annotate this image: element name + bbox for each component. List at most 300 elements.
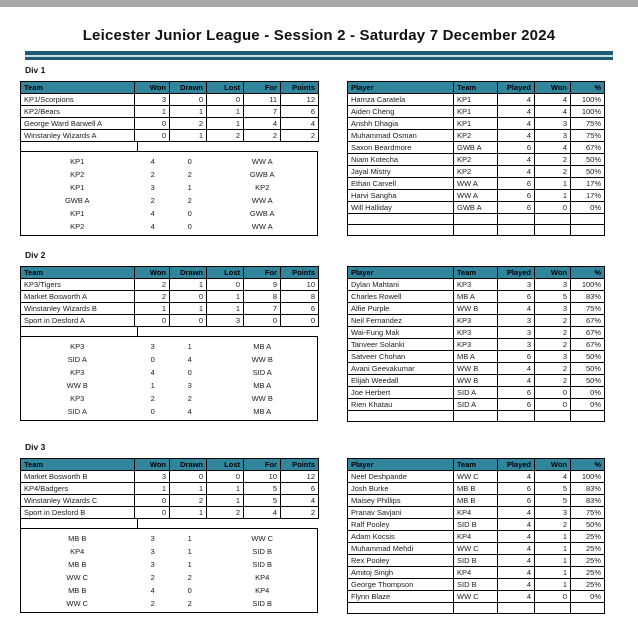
away-team-cell: GWB A bbox=[249, 170, 275, 179]
points-cell: 12 bbox=[281, 94, 319, 106]
header-row bbox=[21, 459, 319, 471]
player-cell: Adam Kocsis bbox=[348, 531, 454, 543]
divisions-container bbox=[0, 65, 638, 614]
won-cell: 4 bbox=[535, 471, 571, 483]
won-cell: 3 bbox=[535, 118, 571, 130]
away-score-cell: 0 bbox=[187, 157, 192, 166]
won-cell: 5 bbox=[535, 483, 571, 495]
team-cell: SID B bbox=[454, 579, 498, 591]
team-cell: Winstanley Wizards B bbox=[21, 303, 135, 315]
column-header: % bbox=[571, 459, 605, 471]
played-cell: 4 bbox=[498, 567, 535, 579]
home-team-cell: SID A bbox=[67, 407, 87, 416]
won-cell: 0 bbox=[135, 495, 170, 507]
home-score-cell: 4 bbox=[150, 157, 155, 166]
pct-cell: 75% bbox=[571, 130, 605, 142]
won-cell: 2 bbox=[535, 166, 571, 178]
won-cell: 3 bbox=[535, 303, 571, 315]
won-cell: 3 bbox=[135, 471, 170, 483]
pct-cell: 25% bbox=[571, 567, 605, 579]
home-score-cell: 0 bbox=[150, 355, 155, 364]
lost-cell: 0 bbox=[207, 471, 244, 483]
played-cell: 4 bbox=[498, 118, 535, 130]
player-cell: Flynn Blaze bbox=[348, 591, 454, 603]
table-row bbox=[348, 154, 605, 166]
standings-table bbox=[20, 266, 319, 327]
division-label: Div 1 bbox=[25, 65, 46, 75]
table-row bbox=[348, 339, 605, 351]
won-cell: 2 bbox=[535, 519, 571, 531]
player-cell bbox=[348, 603, 454, 614]
team-cell: KP2 bbox=[454, 130, 498, 142]
won-cell: 1 bbox=[535, 543, 571, 555]
played-cell: 6 bbox=[498, 142, 535, 154]
standings-and-results-column bbox=[20, 266, 318, 421]
won-cell: 4 bbox=[535, 142, 571, 154]
team-cell: MB A bbox=[454, 291, 498, 303]
player-cell: Hamza Caratela bbox=[348, 94, 454, 106]
home-team-cell: MB B bbox=[68, 560, 87, 569]
home-score-cell: 1 bbox=[150, 381, 155, 390]
played-cell: 3 bbox=[498, 339, 535, 351]
column-header: Won bbox=[135, 267, 170, 279]
division-section bbox=[20, 442, 638, 614]
home-score-cell: 2 bbox=[150, 196, 155, 205]
drawn-cell: 1 bbox=[170, 106, 207, 118]
header-row bbox=[21, 82, 319, 94]
won-cell: 1 bbox=[535, 190, 571, 202]
won-cell bbox=[535, 411, 571, 422]
column-header: Won bbox=[135, 82, 170, 94]
home-score-cell: 3 bbox=[150, 534, 155, 543]
pct-cell: 83% bbox=[571, 483, 605, 495]
won-cell: 1 bbox=[135, 106, 170, 118]
results-box bbox=[20, 151, 318, 236]
pct-cell: 75% bbox=[571, 507, 605, 519]
away-score-cell: 1 bbox=[187, 342, 192, 351]
lost-cell: 1 bbox=[207, 118, 244, 130]
pct-cell bbox=[571, 411, 605, 422]
lost-cell: 0 bbox=[207, 94, 244, 106]
drawn-cell: 1 bbox=[170, 483, 207, 495]
team-cell: WW A bbox=[454, 190, 498, 202]
player-cell: Muhammad Osman bbox=[348, 130, 454, 142]
table-row bbox=[348, 94, 605, 106]
team-cell: SID A bbox=[454, 399, 498, 411]
match-row bbox=[21, 168, 317, 181]
won-cell: 3 bbox=[535, 351, 571, 363]
won-cell: 3 bbox=[135, 94, 170, 106]
match-row bbox=[21, 545, 317, 558]
standings-body bbox=[21, 471, 319, 519]
table-row bbox=[348, 483, 605, 495]
match-row bbox=[21, 558, 317, 571]
away-team-cell: KP4 bbox=[255, 573, 270, 582]
table-row bbox=[21, 303, 319, 315]
lost-cell: 1 bbox=[207, 495, 244, 507]
team-cell bbox=[454, 411, 498, 422]
table-row bbox=[21, 483, 319, 495]
away-score-cell: 4 bbox=[187, 407, 192, 416]
won-cell: 2 bbox=[535, 154, 571, 166]
won-cell: 5 bbox=[535, 291, 571, 303]
match-row bbox=[21, 405, 317, 418]
played-cell: 4 bbox=[498, 106, 535, 118]
table-row bbox=[348, 291, 605, 303]
standings-body bbox=[21, 279, 319, 327]
played-cell: 4 bbox=[498, 166, 535, 178]
team-cell: KP3 bbox=[454, 279, 498, 291]
table-row bbox=[348, 555, 605, 567]
team-cell bbox=[454, 603, 498, 614]
played-cell bbox=[498, 225, 535, 236]
column-header: % bbox=[571, 267, 605, 279]
table-row bbox=[348, 202, 605, 214]
pct-cell: 50% bbox=[571, 375, 605, 387]
away-score-cell: 1 bbox=[187, 534, 192, 543]
home-team-cell: KP2 bbox=[70, 222, 85, 231]
table-row bbox=[348, 166, 605, 178]
player-cell: Niam Kotecha bbox=[348, 154, 454, 166]
table-row bbox=[21, 118, 319, 130]
away-score-cell: 1 bbox=[187, 547, 192, 556]
team-cell: WW B bbox=[454, 303, 498, 315]
table-row bbox=[348, 375, 605, 387]
away-score-cell: 4 bbox=[187, 355, 192, 364]
division-label: Div 2 bbox=[25, 250, 46, 260]
match-row bbox=[21, 571, 317, 584]
column-header: Team bbox=[454, 459, 498, 471]
played-cell: 6 bbox=[498, 351, 535, 363]
players-body bbox=[348, 94, 605, 236]
away-team-cell: GWB A bbox=[249, 209, 275, 218]
table-row bbox=[348, 507, 605, 519]
match-row bbox=[21, 181, 317, 194]
table-row bbox=[348, 495, 605, 507]
standings-header bbox=[21, 82, 319, 94]
team-cell: SID B bbox=[454, 555, 498, 567]
header-row bbox=[348, 267, 605, 279]
home-score-cell: 4 bbox=[150, 222, 155, 231]
table-row bbox=[348, 130, 605, 142]
column-header: Points bbox=[281, 82, 319, 94]
home-score-cell: 3 bbox=[150, 342, 155, 351]
players-table bbox=[347, 81, 605, 236]
column-header: Drawn bbox=[170, 459, 207, 471]
column-header: Played bbox=[498, 82, 535, 94]
drawn-cell: 0 bbox=[170, 291, 207, 303]
home-score-cell: 2 bbox=[150, 573, 155, 582]
player-cell: Alfie Purple bbox=[348, 303, 454, 315]
pct-cell: 83% bbox=[571, 291, 605, 303]
points-cell: 0 bbox=[281, 315, 319, 327]
drawn-cell: 0 bbox=[170, 315, 207, 327]
played-cell: 6 bbox=[498, 387, 535, 399]
for-cell: 4 bbox=[244, 507, 281, 519]
won-cell: 2 bbox=[535, 363, 571, 375]
pct-cell: 100% bbox=[571, 94, 605, 106]
column-header: Points bbox=[281, 267, 319, 279]
home-score-cell: 4 bbox=[150, 209, 155, 218]
table-row bbox=[348, 603, 605, 614]
column-header: For bbox=[244, 459, 281, 471]
away-score-cell: 2 bbox=[187, 170, 192, 179]
table-row bbox=[21, 507, 319, 519]
player-cell: Avani Geevakumar bbox=[348, 363, 454, 375]
home-score-cell: 2 bbox=[150, 394, 155, 403]
won-cell: 2 bbox=[535, 339, 571, 351]
column-header: Won bbox=[135, 459, 170, 471]
team-cell: KP2/Bears bbox=[21, 106, 135, 118]
won-cell: 2 bbox=[535, 327, 571, 339]
team-cell: WW C bbox=[454, 543, 498, 555]
window-top-edge bbox=[0, 0, 638, 7]
header-row bbox=[21, 267, 319, 279]
played-cell: 6 bbox=[498, 495, 535, 507]
standings-table bbox=[20, 81, 319, 142]
table-row bbox=[348, 591, 605, 603]
away-score-cell: 1 bbox=[187, 183, 192, 192]
lost-cell: 2 bbox=[207, 507, 244, 519]
away-team-cell: SID B bbox=[252, 560, 272, 569]
table-row bbox=[348, 471, 605, 483]
played-cell: 4 bbox=[498, 543, 535, 555]
column-header: Won bbox=[535, 267, 571, 279]
match-row bbox=[21, 392, 317, 405]
pct-cell: 17% bbox=[571, 178, 605, 190]
team-cell: George Ward Barwell A bbox=[21, 118, 135, 130]
points-cell: 2 bbox=[281, 130, 319, 142]
home-team-cell: KP3 bbox=[70, 368, 85, 377]
won-cell: 3 bbox=[535, 507, 571, 519]
player-cell: Pranav Savjani bbox=[348, 507, 454, 519]
played-cell: 4 bbox=[498, 531, 535, 543]
won-cell: 2 bbox=[535, 375, 571, 387]
played-cell: 6 bbox=[498, 291, 535, 303]
team-cell: Winstanley Wizards C bbox=[21, 495, 135, 507]
home-score-cell: 4 bbox=[150, 368, 155, 377]
match-row bbox=[21, 207, 317, 220]
won-cell: 0 bbox=[135, 315, 170, 327]
players-header bbox=[348, 82, 605, 94]
players-column bbox=[347, 81, 604, 236]
column-header: Points bbox=[281, 459, 319, 471]
table-row bbox=[348, 531, 605, 543]
team-cell: WW B bbox=[454, 363, 498, 375]
home-team-cell: KP1 bbox=[70, 157, 85, 166]
for-cell: 9 bbox=[244, 279, 281, 291]
column-header: For bbox=[244, 82, 281, 94]
player-cell: Ralf Pooley bbox=[348, 519, 454, 531]
column-header: Drawn bbox=[170, 267, 207, 279]
pct-cell bbox=[571, 214, 605, 225]
division-columns bbox=[20, 266, 638, 422]
player-cell bbox=[348, 214, 454, 225]
away-score-cell: 2 bbox=[187, 196, 192, 205]
pct-cell: 0% bbox=[571, 591, 605, 603]
for-cell: 4 bbox=[244, 118, 281, 130]
team-cell: KP1 bbox=[454, 106, 498, 118]
played-cell: 4 bbox=[498, 579, 535, 591]
standings-and-results-column bbox=[20, 458, 318, 613]
team-cell: KP3 bbox=[454, 339, 498, 351]
for-cell: 11 bbox=[244, 94, 281, 106]
pct-cell: 83% bbox=[571, 495, 605, 507]
player-cell: Maisey Phillips bbox=[348, 495, 454, 507]
pct-cell: 25% bbox=[571, 543, 605, 555]
drawn-cell: 1 bbox=[170, 279, 207, 291]
won-cell: 1 bbox=[135, 303, 170, 315]
home-team-cell: MB B bbox=[68, 534, 87, 543]
table-row bbox=[348, 315, 605, 327]
away-score-cell: 2 bbox=[187, 599, 192, 608]
home-team-cell: KP3 bbox=[70, 394, 85, 403]
team-cell: Sport in Desford A bbox=[21, 315, 135, 327]
table-row bbox=[21, 106, 319, 118]
home-score-cell: 2 bbox=[150, 599, 155, 608]
away-score-cell: 0 bbox=[187, 222, 192, 231]
team-cell: SID B bbox=[454, 519, 498, 531]
for-cell: 10 bbox=[244, 471, 281, 483]
column-header: Won bbox=[535, 459, 571, 471]
team-cell bbox=[454, 214, 498, 225]
away-team-cell: SID A bbox=[252, 368, 272, 377]
player-cell: Dylan Mahtani bbox=[348, 279, 454, 291]
column-header: Team bbox=[454, 82, 498, 94]
home-team-cell: SID A bbox=[67, 355, 87, 364]
column-header: Lost bbox=[207, 267, 244, 279]
team-cell: Winstanley Wizards A bbox=[21, 130, 135, 142]
for-cell: 5 bbox=[244, 483, 281, 495]
home-team-cell: WW C bbox=[66, 573, 89, 582]
title-divider-rule bbox=[25, 51, 613, 60]
home-score-cell: 3 bbox=[150, 547, 155, 556]
won-cell: 0 bbox=[535, 591, 571, 603]
match-row bbox=[21, 155, 317, 168]
table-row bbox=[348, 327, 605, 339]
won-cell: 1 bbox=[535, 579, 571, 591]
for-cell: 7 bbox=[244, 106, 281, 118]
for-cell: 2 bbox=[244, 130, 281, 142]
drawn-cell: 2 bbox=[170, 495, 207, 507]
players-column bbox=[347, 458, 604, 614]
won-cell: 3 bbox=[535, 130, 571, 142]
match-row bbox=[21, 353, 317, 366]
drawn-cell: 0 bbox=[170, 471, 207, 483]
division-section bbox=[20, 250, 638, 422]
player-cell: Harvi Sangha bbox=[348, 190, 454, 202]
points-cell: 2 bbox=[281, 507, 319, 519]
won-cell bbox=[535, 214, 571, 225]
match-row bbox=[21, 584, 317, 597]
pct-cell: 50% bbox=[571, 166, 605, 178]
player-cell: Rien Khatau bbox=[348, 399, 454, 411]
pct-cell: 100% bbox=[571, 471, 605, 483]
table-row bbox=[348, 178, 605, 190]
page-title: Leicester Junior League - Session 2 - Saturday 7 December 2024 bbox=[82, 27, 556, 44]
played-cell: 4 bbox=[498, 154, 535, 166]
away-team-cell: KP4 bbox=[255, 586, 270, 595]
points-cell: 6 bbox=[281, 483, 319, 495]
results-box bbox=[20, 528, 318, 613]
players-column bbox=[347, 266, 604, 422]
team-cell: KP4/Badgers bbox=[21, 483, 135, 495]
pct-cell: 67% bbox=[571, 339, 605, 351]
column-header: For bbox=[244, 267, 281, 279]
spacer-cell bbox=[20, 327, 138, 336]
team-cell: KP1 bbox=[454, 118, 498, 130]
team-cell bbox=[454, 225, 498, 236]
away-team-cell: WW A bbox=[251, 222, 273, 231]
division-label: Div 3 bbox=[25, 442, 46, 452]
team-cell: WW B bbox=[454, 375, 498, 387]
player-cell: Aiden Cheng bbox=[348, 106, 454, 118]
points-cell: 10 bbox=[281, 279, 319, 291]
table-row bbox=[348, 214, 605, 225]
standings-header bbox=[21, 459, 319, 471]
away-team-cell: WW A bbox=[251, 196, 273, 205]
won-cell: 3 bbox=[535, 279, 571, 291]
results-box bbox=[20, 336, 318, 421]
team-cell: Market Bosworth A bbox=[21, 291, 135, 303]
players-header bbox=[348, 267, 605, 279]
players-body bbox=[348, 471, 605, 614]
match-row bbox=[21, 366, 317, 379]
pct-cell: 100% bbox=[571, 279, 605, 291]
played-cell: 4 bbox=[498, 555, 535, 567]
won-cell: 1 bbox=[135, 483, 170, 495]
player-cell: Jayal Mistry bbox=[348, 166, 454, 178]
home-team-cell: KP1 bbox=[70, 209, 85, 218]
for-cell: 0 bbox=[244, 315, 281, 327]
table-row bbox=[348, 118, 605, 130]
match-row bbox=[21, 379, 317, 392]
played-cell: 6 bbox=[498, 190, 535, 202]
player-cell: Anshh Dhagia bbox=[348, 118, 454, 130]
won-cell: 0 bbox=[535, 202, 571, 214]
player-cell: Rex Pooley bbox=[348, 555, 454, 567]
team-cell: KP1 bbox=[454, 94, 498, 106]
away-team-cell: MB A bbox=[253, 381, 272, 390]
points-cell: 4 bbox=[281, 118, 319, 130]
away-team-cell: WW A bbox=[251, 157, 273, 166]
away-team-cell: KP2 bbox=[255, 183, 270, 192]
home-team-cell: WW B bbox=[66, 381, 88, 390]
drawn-cell: 1 bbox=[170, 130, 207, 142]
home-score-cell: 4 bbox=[150, 586, 155, 595]
pct-cell: 50% bbox=[571, 363, 605, 375]
team-cell: KP2 bbox=[454, 154, 498, 166]
won-cell: 5 bbox=[535, 495, 571, 507]
lost-cell: 1 bbox=[207, 303, 244, 315]
team-cell: WW A bbox=[454, 178, 498, 190]
points-cell: 4 bbox=[281, 495, 319, 507]
table-row bbox=[348, 303, 605, 315]
team-cell: KP4 bbox=[454, 531, 498, 543]
home-score-cell: 3 bbox=[150, 560, 155, 569]
standings-body bbox=[21, 94, 319, 142]
table-row bbox=[348, 106, 605, 118]
won-cell: 2 bbox=[135, 279, 170, 291]
player-cell: Neel Deshpande bbox=[348, 471, 454, 483]
team-cell: WW C bbox=[454, 591, 498, 603]
away-team-cell: WW B bbox=[251, 394, 273, 403]
table-row bbox=[21, 315, 319, 327]
home-team-cell: GWB A bbox=[64, 196, 90, 205]
player-cell: Amitoj Singh bbox=[348, 567, 454, 579]
table-row bbox=[348, 399, 605, 411]
team-cell: GWB A bbox=[454, 202, 498, 214]
